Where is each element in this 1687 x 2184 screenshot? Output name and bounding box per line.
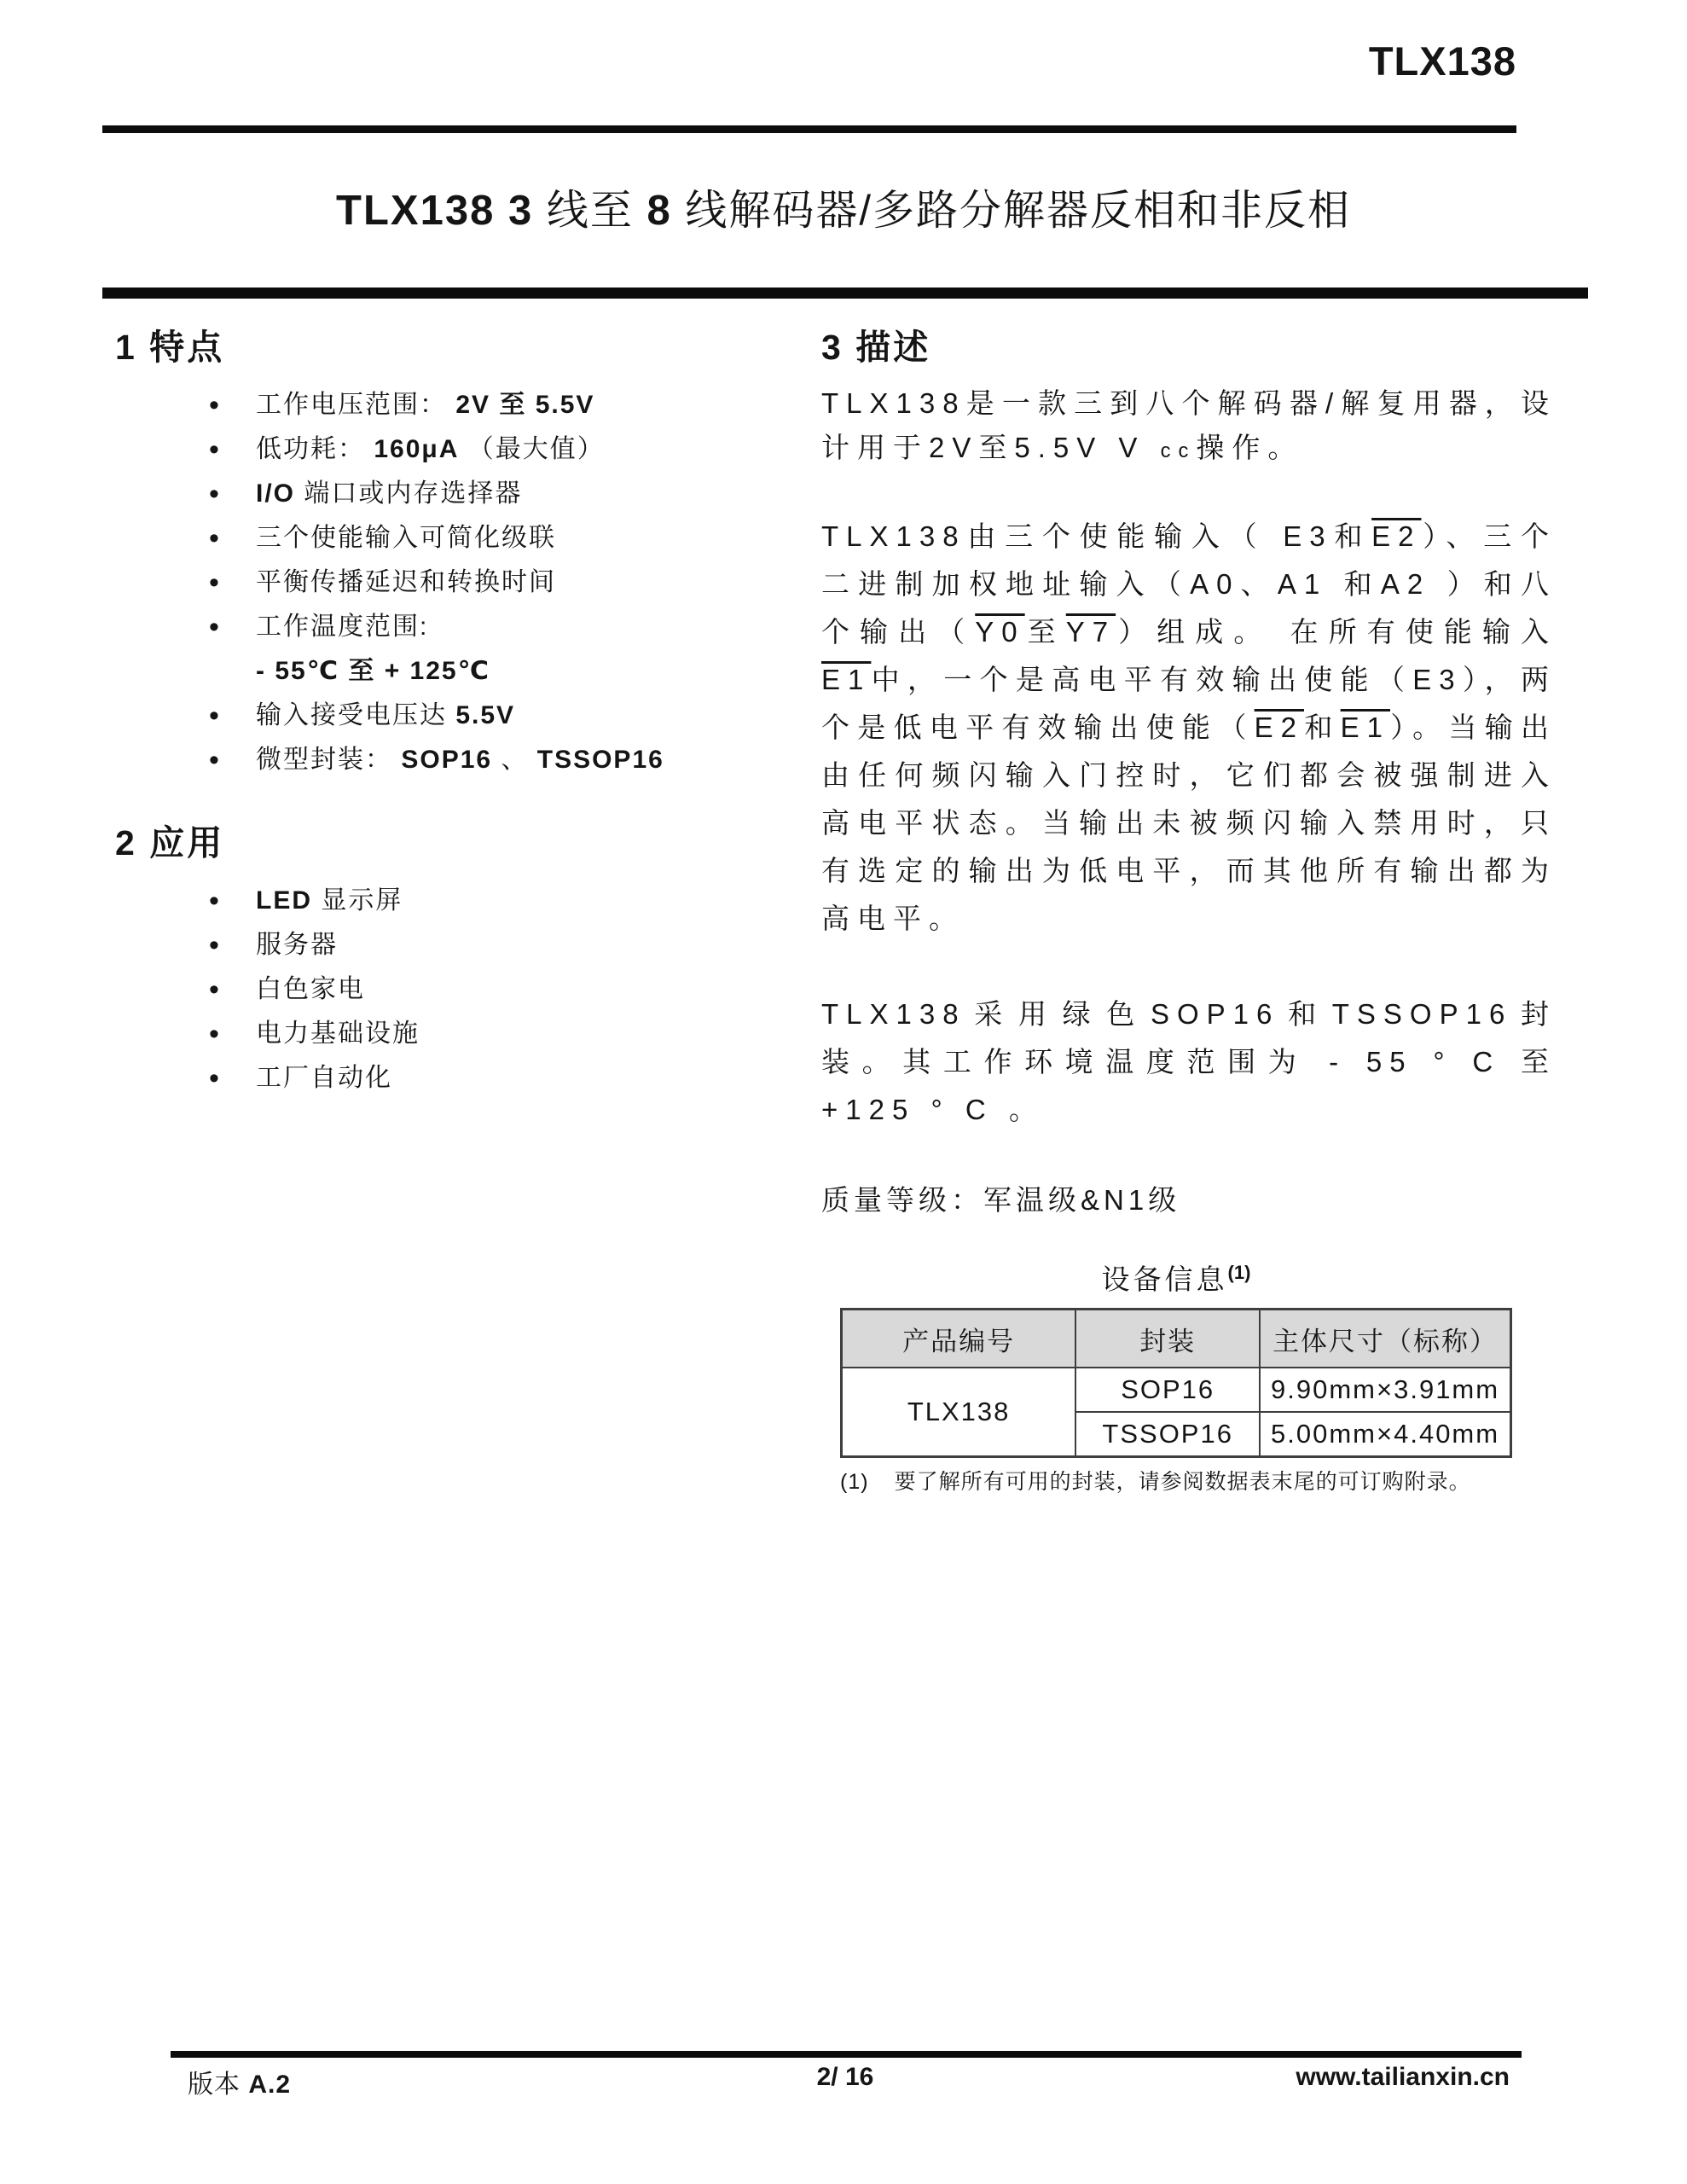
- footer-page-indicator: 2/ 16: [816, 2063, 874, 2091]
- text-segment: E2: [1254, 712, 1305, 743]
- list-item: [115, 1012, 808, 1056]
- list-item: [115, 383, 808, 427]
- table-row: [842, 1368, 1511, 1412]
- device-info-section: [840, 1258, 1512, 1496]
- text-segment: [495, 188, 508, 234]
- device-info-title-text: 设备信息: [1101, 1263, 1228, 1295]
- text-segment: 低功耗：: [256, 435, 374, 463]
- footer-website: www.tailianxin.cn: [1296, 2063, 1510, 2091]
- footnote-marker: (1): [840, 1470, 869, 1494]
- text-segment: ）。当输出由任何频闪输入门控时，它们都会被强制进入高电平状态。当输出未被频闪输入禁用时，只有选定的输出为低电平，而其他所有输出都为高电平。: [821, 712, 1557, 934]
- text-segment: 电力基础设施: [256, 1019, 420, 1048]
- list-item-line: [256, 605, 808, 649]
- col-header-package: 封装: [1075, 1310, 1260, 1368]
- text-segment: E1: [821, 664, 872, 695]
- list-item: [115, 427, 808, 472]
- device-info-footnote-ref: (1): [1227, 1262, 1251, 1283]
- text-segment: 和: [1304, 712, 1341, 743]
- list-item-line: [256, 383, 808, 427]
- text-segment: 微型封装：: [256, 746, 402, 774]
- cell-size: 9.90mm×3.91mm: [1260, 1368, 1510, 1412]
- applications-list: [115, 879, 808, 1101]
- text-segment: 显示屏: [312, 886, 403, 915]
- text-segment: 5.5V: [455, 701, 516, 729]
- text-segment: 工作电压范围：: [256, 391, 456, 419]
- list-item: [115, 561, 808, 605]
- applications-heading: 2 应用: [115, 823, 225, 863]
- header-rule: [102, 125, 1516, 133]
- description-paragraph-3: [821, 990, 1557, 1134]
- description-paragraph-1: [821, 381, 1557, 473]
- text-segment: 操作。: [1196, 432, 1304, 463]
- text-segment: （最大值）: [459, 435, 605, 463]
- text-segment: 线解码器/多路分解器反相和非反相: [671, 188, 1351, 234]
- cell-product-number: TLX138: [842, 1368, 1076, 1457]
- list-item-line: [256, 427, 808, 472]
- col-header-body-size: 主体尺寸（标称）: [1260, 1310, 1510, 1368]
- list-item: [115, 694, 808, 738]
- text-segment: ）、三个二进制加权地址输入（A0、A1 和A2 ）和八个输出（: [821, 520, 1557, 648]
- text-segment: TLX138由三个使能输入（ E3和: [821, 520, 1372, 552]
- list-item-line: [256, 879, 808, 923]
- text-segment: 2V 至 5.5V: [455, 391, 595, 419]
- list-item: [115, 605, 808, 694]
- device-info-title: [840, 1258, 1512, 1298]
- description-heading: 3 描述: [821, 328, 931, 367]
- text-segment: TLX138是一款三到八个解码器/解复用器，设计用于2V至5.5V V: [821, 387, 1557, 463]
- col-header-part-number: 产品编号: [842, 1310, 1076, 1368]
- list-item-line: [256, 738, 808, 782]
- text-segment: 白色家电: [256, 975, 365, 1003]
- list-item-line: [256, 472, 808, 516]
- text-segment: 端口或内存选择器: [295, 479, 523, 508]
- text-segment: TLX138采用绿色SOP16和TSSOP16封装。其工作环境温度范围为 - 55 ° C 至 +125 ° C 。: [821, 998, 1557, 1125]
- text-segment: 8: [646, 188, 672, 234]
- text-segment: 服务器: [256, 931, 338, 959]
- text-segment: E2: [1371, 520, 1422, 552]
- list-item-line: [256, 1056, 808, 1101]
- title-rule: [102, 288, 1588, 299]
- quality-grade-line: [821, 1178, 1557, 1218]
- cell-package: TSSOP16: [1075, 1412, 1260, 1457]
- text-segment: 160μA: [374, 435, 460, 463]
- list-item-line: [256, 649, 808, 694]
- table-footnote: [840, 1465, 1512, 1496]
- text-segment: I/O: [256, 479, 296, 508]
- description-paragraph-2: [821, 513, 1557, 943]
- list-item: [115, 472, 808, 516]
- cell-size: 5.00mm×4.40mm: [1260, 1412, 1510, 1457]
- right-column: [821, 319, 1557, 1496]
- text-segment: 线至: [533, 188, 647, 234]
- list-item-line: [256, 967, 808, 1012]
- text-segment: cc: [1160, 439, 1197, 462]
- text-segment: Y7: [1065, 616, 1116, 648]
- features-heading: 1 特点: [115, 328, 225, 367]
- text-segment: TLX138: [336, 188, 496, 234]
- text-segment: 质量等级：军温级&N1级: [821, 1184, 1181, 1216]
- text-segment: - 55℃ 至 + 125℃: [256, 657, 490, 685]
- table-header-row: [842, 1310, 1511, 1368]
- text-segment: 平衡传播延迟和转换时间: [256, 568, 556, 596]
- list-item: [115, 879, 808, 923]
- text-segment: LED: [256, 886, 312, 915]
- text-segment: 至: [1024, 616, 1066, 648]
- list-item-line: [256, 923, 808, 967]
- list-item: [115, 967, 808, 1012]
- text-segment: 、: [492, 746, 537, 774]
- features-list: [115, 383, 808, 782]
- text-segment: 3: [507, 188, 534, 234]
- list-item: [115, 1056, 808, 1101]
- list-item: [115, 923, 808, 967]
- text-segment: 中，一个是高电平有效输出使能（E3），两个是低电平有效输出使能（: [821, 664, 1557, 743]
- list-item-line: [256, 1012, 808, 1056]
- device-info-table: [840, 1308, 1512, 1458]
- text-segment: 输入接受电压达: [256, 701, 456, 729]
- footer-version-value: A.2: [248, 2071, 292, 2099]
- list-item-line: [256, 694, 808, 738]
- text-segment: TSSOP16: [536, 746, 664, 774]
- text-segment: E1: [1340, 712, 1390, 743]
- text-segment: Y0: [975, 616, 1025, 648]
- text-segment: 工厂自动化: [256, 1064, 392, 1092]
- page-title: [101, 177, 1586, 237]
- text-segment: 三个使能输入可简化级联: [256, 524, 556, 552]
- doc-part-number: TLX138: [1368, 38, 1516, 84]
- list-item: [115, 738, 808, 782]
- text-segment: SOP16: [401, 746, 493, 774]
- text-segment: 工作温度范围:: [256, 613, 429, 641]
- left-column: [115, 319, 808, 1101]
- footer-version-label: 版本: [188, 2071, 241, 2099]
- list-item: [115, 516, 808, 561]
- list-item-line: [256, 561, 808, 605]
- list-item-line: [256, 516, 808, 561]
- footer-rule: [171, 2051, 1522, 2058]
- footnote-text: 要了解所有可用的封装，请参阅数据表末尾的可订购附录。: [894, 1470, 1471, 1494]
- text-segment: ）组成。 在所有使能输入: [1116, 616, 1557, 648]
- cell-package: SOP16: [1075, 1368, 1260, 1412]
